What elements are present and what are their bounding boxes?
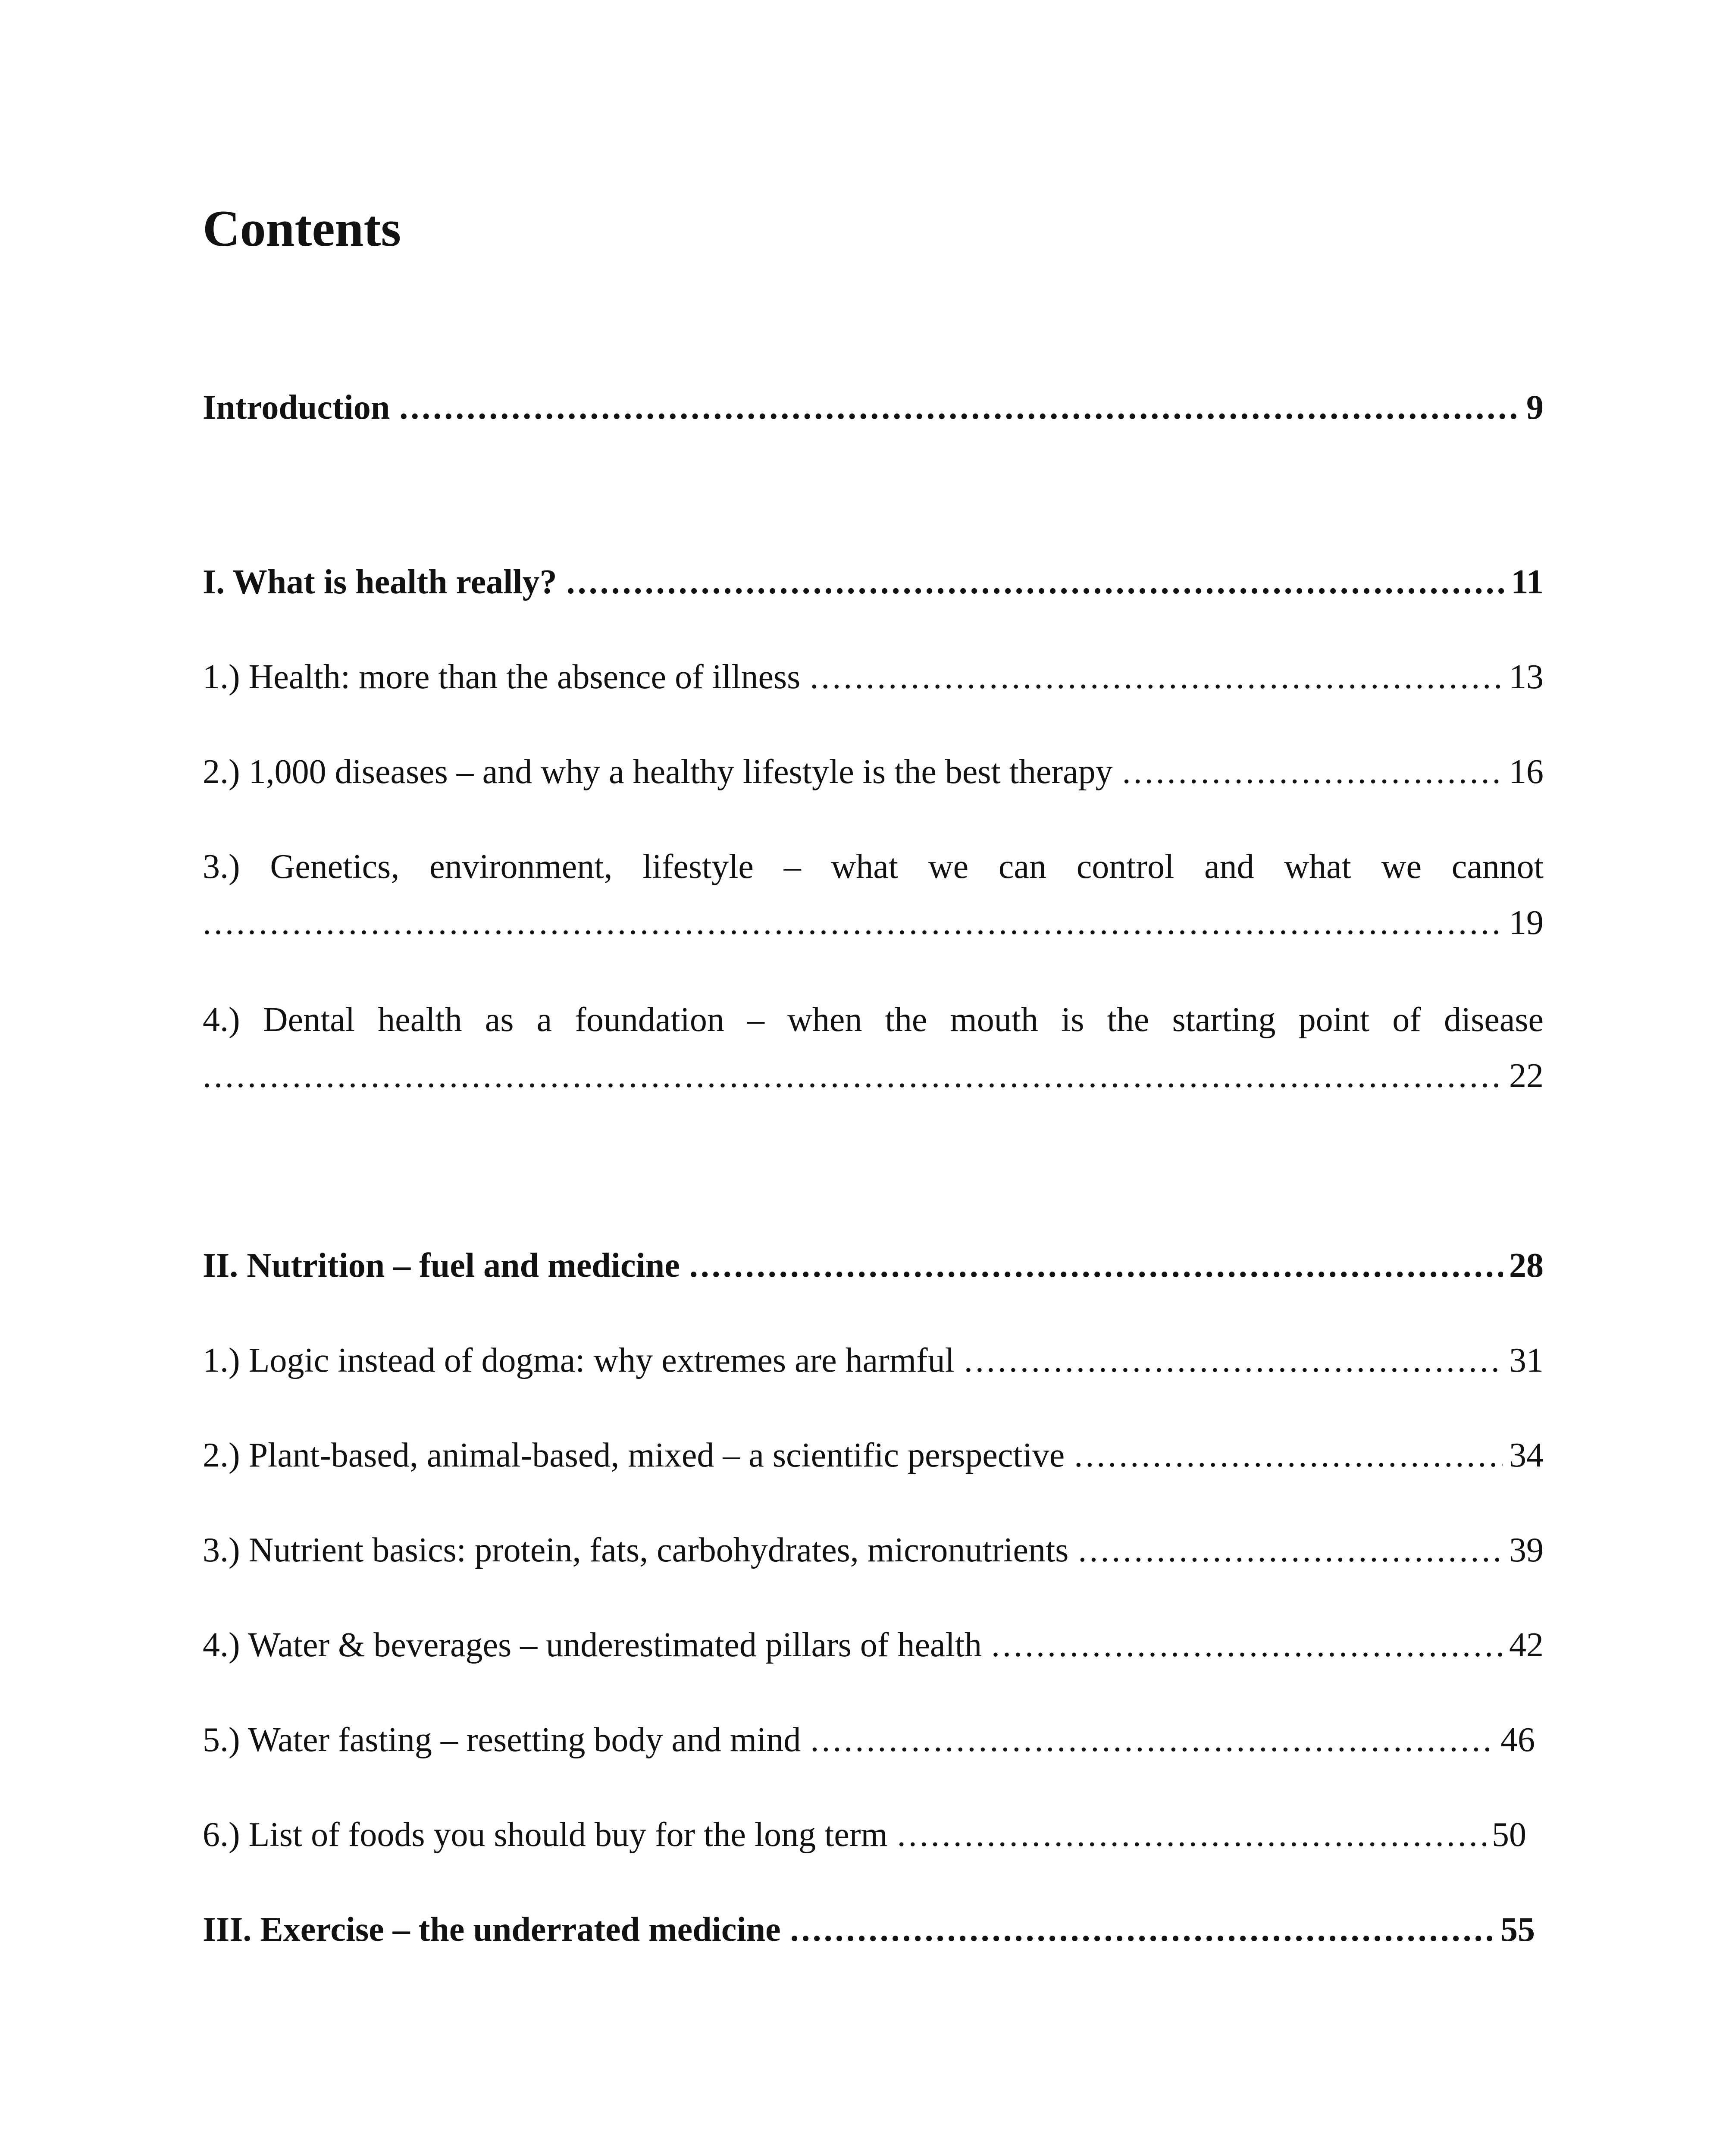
toc-entry-continuation — [203, 899, 1544, 946]
toc-entry-page: 16 — [1509, 753, 1544, 791]
toc-entry-2-2 — [203, 1432, 1544, 1479]
dot-leader — [964, 1337, 1503, 1384]
dot-leader — [1078, 1526, 1503, 1574]
toc-entry-section-1 — [203, 558, 1544, 606]
toc-entry-label: 1.) Logic instead of dogma: why extremes are harmful — [203, 1341, 955, 1379]
toc-entry-page: 9 — [1526, 389, 1544, 426]
toc-entry-page: 11 — [1511, 563, 1544, 601]
toc-entry-label: Introduction — [203, 389, 390, 426]
toc-entry-label: I. What is health really? — [203, 563, 557, 601]
toc-entry-page: 50 — [1492, 1816, 1526, 1854]
toc-entry-page: 34 — [1509, 1436, 1544, 1474]
toc-entry-1-4 — [203, 996, 1544, 1100]
toc-entry-page: 39 — [1509, 1531, 1544, 1569]
toc-entry-2-3 — [203, 1526, 1544, 1574]
toc-entry-1-1 — [203, 653, 1544, 701]
dot-leader — [567, 558, 1505, 606]
dot-leader — [399, 384, 1520, 431]
toc-entry-label: 4.) Dental health as a foundation – when the mouth is the starting point of disease — [203, 1001, 1544, 1039]
toc-entry-introduction — [203, 384, 1544, 431]
toc-entry-label: III. Exercise – the underrated medicine — [203, 1911, 781, 1949]
toc-entry-1-2 — [203, 748, 1544, 796]
toc-entry-page: 22 — [1509, 1057, 1544, 1095]
dot-leader — [810, 1716, 1494, 1764]
toc-entry-label: 2.) 1,000 diseases – and why a healthy lifestyle is the best therapy — [203, 753, 1113, 791]
toc-entry-2-5 — [203, 1716, 1535, 1764]
toc-entry-1-3 — [203, 843, 1544, 946]
toc-entry-2-4 — [203, 1621, 1544, 1669]
dot-leader — [897, 1811, 1486, 1858]
toc-entry-page: 19 — [1509, 904, 1544, 942]
dot-leader — [790, 1906, 1494, 1953]
toc-entry-label: 6.) List of foods you should buy for the long term — [203, 1816, 888, 1854]
toc-entry-section-2 — [203, 1242, 1544, 1289]
toc-entry-2-6 — [203, 1811, 1526, 1858]
toc-entry-label: 5.) Water fasting – resetting body and mind — [203, 1721, 801, 1759]
dot-leader — [1074, 1432, 1503, 1479]
toc-entry-label: 3.) Genetics, environment, lifestyle – what we can control and what we cannot — [203, 848, 1544, 886]
toc-entry-page: 31 — [1509, 1341, 1544, 1379]
dot-leader — [203, 1052, 1503, 1100]
toc-entry-2-1 — [203, 1337, 1544, 1384]
toc-entry-page: 13 — [1509, 658, 1544, 696]
dot-leader — [203, 899, 1503, 946]
toc-entry-label: 1.) Health: more than the absence of illness — [203, 658, 801, 696]
dot-leader — [1122, 748, 1503, 796]
toc-entry-page: 55 — [1500, 1911, 1535, 1949]
dot-leader — [689, 1242, 1503, 1289]
toc-entry-page: 46 — [1500, 1721, 1535, 1759]
toc-entry-page: 28 — [1509, 1247, 1544, 1285]
toc-entry-continuation — [203, 1052, 1544, 1100]
toc-entry-label: 2.) Plant-based, animal-based, mixed – a scientific perspective — [203, 1436, 1065, 1474]
toc-entry-section-3 — [203, 1906, 1535, 1953]
dot-leader — [991, 1621, 1503, 1669]
toc-entry-label: 3.) Nutrient basics: protein, fats, carbohydrates, micronutrients — [203, 1531, 1069, 1569]
toc-entry-label: II. Nutrition – fuel and medicine — [203, 1247, 680, 1285]
toc-entry-label: 4.) Water & beverages – underestimated pillars of health — [203, 1626, 982, 1664]
toc-entry-page: 42 — [1509, 1626, 1544, 1664]
page-title: Contents — [203, 200, 401, 257]
dot-leader — [810, 653, 1503, 701]
